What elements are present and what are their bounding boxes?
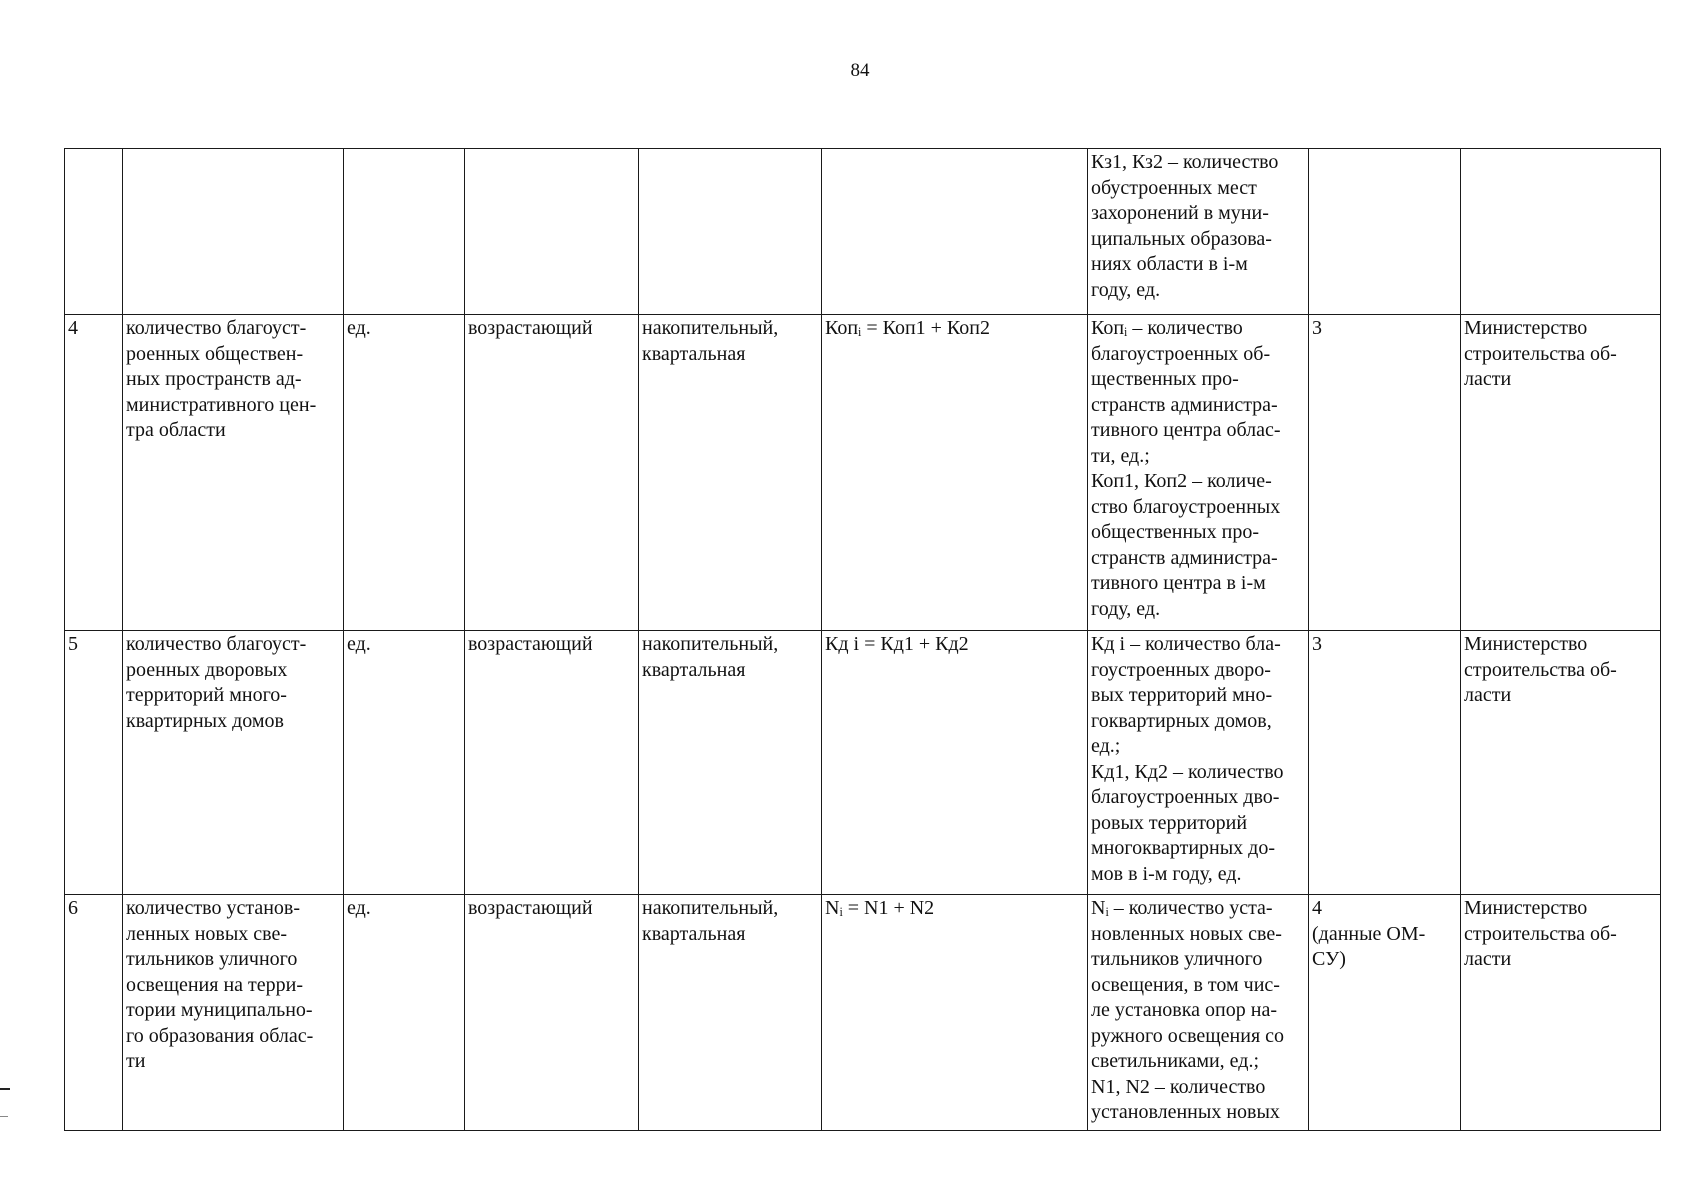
cell-method: накопительный, квартальная — [639, 631, 822, 895]
cell-source: 3 — [1309, 315, 1461, 631]
table-row — [65, 631, 1661, 895]
cell-responsible — [1461, 149, 1661, 315]
cell-formula: Кд i = Кд1 + Кд2 — [822, 631, 1088, 895]
cell-unit: ед. — [344, 895, 465, 1131]
cell-responsible: Министерство строительства об- ласти — [1461, 315, 1661, 631]
cell-method — [639, 149, 822, 315]
margin-mark — [0, 1088, 10, 1090]
cell-num: 6 — [65, 895, 123, 1131]
table-row — [65, 149, 1661, 315]
cell-definitions: Копᵢ – количество благоустроенных об- щественных про- странств администра- тивного центра облас- ти, ед.; Коп1, Коп2 – количе- ство благоустроенных общественных про- странств администра- тивного центра в i-м году, ед. — [1088, 315, 1309, 631]
cell-unit: ед. — [344, 631, 465, 895]
cell-num: 4 — [65, 315, 123, 631]
cell-name: количество установ- ленных новых све- тильников уличного освещения на терри- тории муниципально- го образования облас- ти — [123, 895, 344, 1131]
page-number: 84 — [850, 60, 870, 81]
cell-unit — [344, 149, 465, 315]
cell-definitions: Кд i – количество бла- гоустроенных дворо- вых территорий мно- гоквартирных домов, ед.; Кд1, Кд2 – количество благоустроенных дво- ровых территорий многоквартирных до- мов в i-м году, ед. — [1088, 631, 1309, 895]
cell-dynamics — [465, 149, 639, 315]
cell-dynamics: возрастающий — [465, 895, 639, 1131]
cell-formula — [822, 149, 1088, 315]
cell-name: количество благоуст- роенных дворовых территорий много- квартирных домов — [123, 631, 344, 895]
cell-method: накопительный, квартальная — [639, 895, 822, 1131]
cell-definitions: Кз1, Кз2 – количество обустроенных мест захоронений в муни- ципальных образова- ниях области в i-м году, ед. — [1088, 149, 1309, 315]
cell-name — [123, 149, 344, 315]
cell-dynamics: возрастающий — [465, 631, 639, 895]
cell-name: количество благоуст- роенных обществен- ных пространств ад- министративного цен- тра области — [123, 315, 344, 631]
indicator-table — [64, 148, 1661, 1131]
cell-num: 5 — [65, 631, 123, 895]
cell-formula: Nᵢ = N1 + N2 — [822, 895, 1088, 1131]
cell-source: 4 (данные ОМ- СУ) — [1309, 895, 1461, 1131]
cell-dynamics: возрастающий — [465, 315, 639, 631]
cell-definitions: Nᵢ – количество уста- новленных новых све- тильников уличного освещения, в том чис- ле установка опор на- ружного освещения со светильниками, ед.; N1, N2 – количество установленных новых — [1088, 895, 1309, 1131]
cell-method: накопительный, квартальная — [639, 315, 822, 631]
cell-unit: ед. — [344, 315, 465, 631]
table-row — [65, 315, 1661, 631]
cell-formula: Копᵢ = Коп1 + Коп2 — [822, 315, 1088, 631]
cell-responsible: Министерство строительства об- ласти — [1461, 895, 1661, 1131]
cell-source: 3 — [1309, 631, 1461, 895]
table-row — [65, 895, 1661, 1131]
margin-mark-small — [0, 1116, 8, 1117]
cell-source — [1309, 149, 1461, 315]
cell-responsible: Министерство строительства об- ласти — [1461, 631, 1661, 895]
cell-num — [65, 149, 123, 315]
